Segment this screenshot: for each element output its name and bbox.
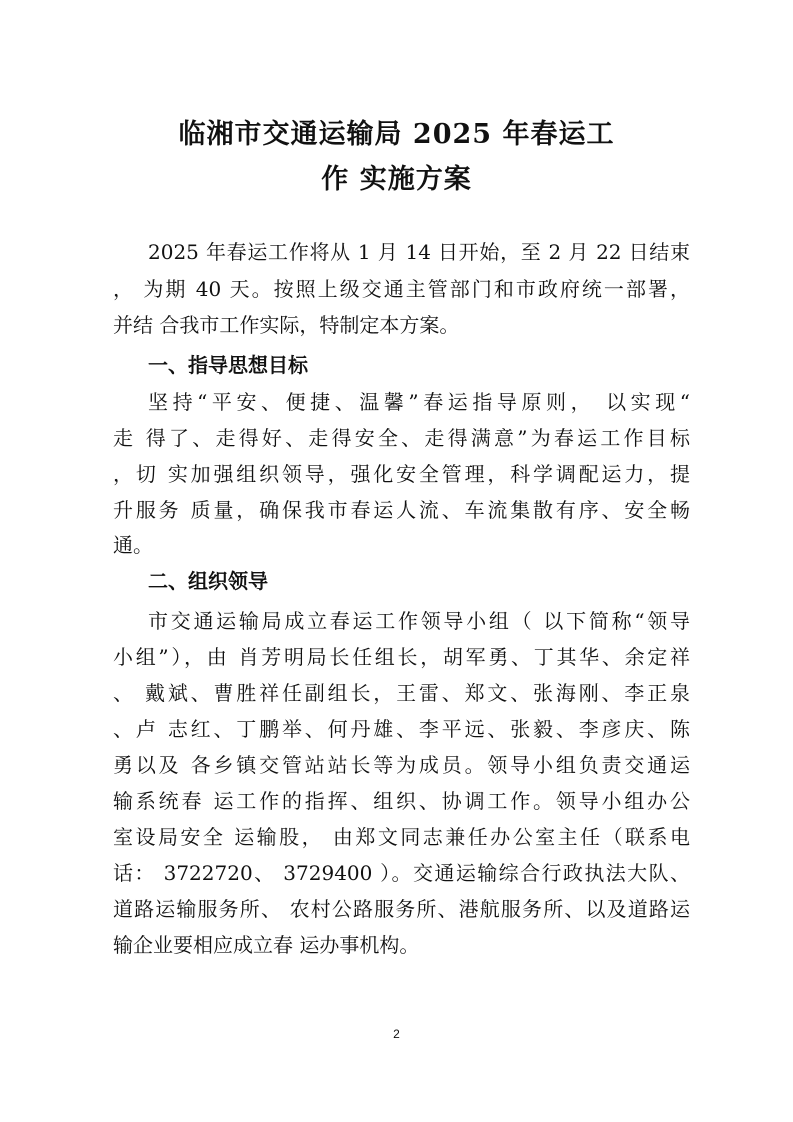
section1-line: 通。: [113, 533, 153, 557]
section2-line: 话： 3722720、 3729400 ）。交通运输综合行政执法大队、: [113, 861, 690, 885]
section1-line: ，切 实加强组织领导，强化安全管理，科学调配运力，提: [113, 462, 690, 486]
section2-line: 道路运输服务所、 农村公路服务所、港航服务所、以及道路运: [113, 897, 690, 921]
section2-line: 市交通运输局成立春运工作领导小组（ 以下简称“领导: [148, 609, 690, 633]
section2-line: 小组”），由 肖芳明局长任组长，胡军勇、丁其华、余定祥: [113, 645, 690, 669]
page-number: 2: [393, 1027, 400, 1041]
section2-line: 室设局安全 运输股， 由郑文同志兼任办公室主任（联系电: [113, 825, 690, 849]
document-title-line-2: 作 实施方案: [321, 164, 472, 195]
section2-line: 输企业要相应成立春 运办事机构。: [113, 933, 420, 957]
section1-line: 坚持“平安、便捷、温馨”春运指导原则， 以实现“: [148, 390, 690, 414]
intro-line: ， 为期 40 天。按照上级交通主管部门和市政府统一部署，: [113, 277, 690, 301]
document-title-line-1: 临湘市交通运输局 2025 年春运工: [178, 119, 615, 150]
section1-line: 走 得了、走得好、走得安全、走得满意”为春运工作目标: [113, 426, 690, 450]
section2-line: 输系统春 运工作的指挥、组织、协调工作。领导小组办公: [113, 789, 690, 813]
section-heading-2: 二、组织领导: [148, 569, 268, 593]
intro-line: 2025 年春运工作将从 1 月 14 日开始，至 2 月 22 日结束: [148, 240, 690, 264]
section2-line: 、 戴斌、曹胜祥任副组长，王雷、郑文、张海刚、李正泉: [113, 681, 690, 705]
section-heading-1: 一、指导思想目标: [148, 353, 308, 377]
section2-line: 、卢 志红、丁鹏举、何丹雄、李平远、张毅、李彦庆、陈: [113, 717, 690, 741]
section1-line: 升服务 质量，确保我市春运人流、车流集散有序、安全畅: [113, 498, 690, 522]
intro-line: 并结 合我市工作实际，特制定本方案。: [113, 313, 460, 337]
section2-line: 勇以及 各乡镇交管站站长等为成员。领导小组负责交通运: [113, 753, 690, 777]
